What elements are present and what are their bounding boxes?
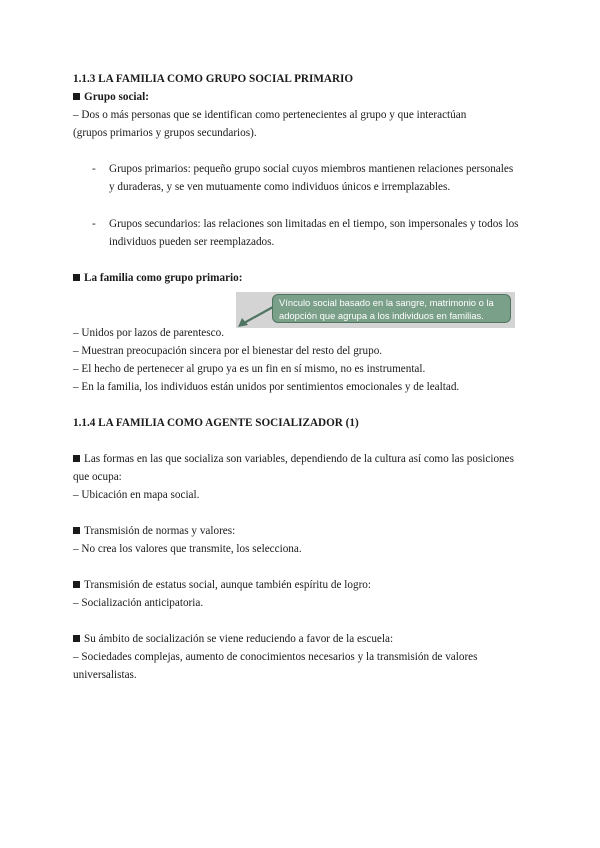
grupo-social-title — [73, 89, 149, 106]
block1-line-3: – Ubicación en mapa social. — [73, 489, 200, 501]
block3-line-1-text: Transmisión de estatus social, aunque también espíritu de logro: — [84, 579, 371, 591]
callout-bubble — [272, 294, 511, 323]
section-heading-1-1-3: 1.1.3 LA FAMILIA COMO GRUPO SOCIAL PRIMARIO — [73, 73, 354, 85]
familia-point-3: – El hecho de pertenecer al grupo ya es un fin en sí mismo, no es instrumental. — [73, 363, 426, 375]
square-bullet-icon — [73, 581, 80, 588]
callout-line-1: Vínculo social basado en la sangre, matrimonio o la — [279, 297, 494, 308]
definition-line-2: (grupos primarios y grupos secundarios). — [73, 127, 257, 139]
callout-arrow-icon — [236, 304, 276, 330]
square-bullet-icon — [73, 527, 80, 534]
block3-line-1 — [73, 577, 371, 594]
section-heading-1-1-4: 1.1.4 LA FAMILIA COMO AGENTE SOCIALIZADOR (1) — [73, 417, 359, 429]
grupos-secundarios-line-1: Grupos secundarios: las relaciones son limitadas en el tiempo, son impersonales y todos los — [109, 218, 519, 230]
block4-line-3: universalistas. — [73, 669, 137, 681]
definition-line-1: – Dos o más personas que se identifican como pertenecientes al grupo y que interactúan — [73, 109, 467, 121]
dash-bullet-icon: - — [92, 218, 96, 230]
familia-point-4: – En la familia, los individuos están unidos por sentimientos emocionales y de lealtad. — [73, 381, 460, 393]
grupos-primarios-line-1: Grupos primarios: pequeño grupo social cuyos miembros mantienen relaciones personales — [109, 163, 514, 175]
square-bullet-icon — [73, 635, 80, 642]
familia-grupo-primario-title-text: La familia como grupo primario: — [84, 272, 243, 284]
square-bullet-icon — [73, 455, 80, 462]
familia-grupo-primario-title — [73, 270, 242, 287]
block1-line-1-text: Las formas en las que socializa son variables, dependiendo de la cultura así como las posiciones — [84, 453, 514, 465]
block1-line-2: que ocupa: — [73, 471, 122, 483]
callout-line-2: adopción que agrupa a los individuos en familias. — [279, 310, 484, 321]
block2-line-2: – No crea los valores que transmite, los selecciona. — [73, 543, 302, 555]
grupos-primarios-line-2: y duraderas, y se ven mutuamente como individuos únicos e irremplazables. — [109, 181, 451, 193]
block3-line-2: – Socialización anticipatoria. — [73, 597, 204, 609]
block2-line-1 — [73, 523, 235, 540]
square-bullet-icon — [73, 93, 80, 100]
grupo-social-title-text: Grupo social: — [84, 91, 149, 103]
block4-line-1 — [73, 631, 393, 648]
block2-line-1-text: Transmisión de normas y valores: — [84, 525, 236, 537]
block4-line-2: – Sociedades complejas, aumento de conocimientos necesarios y la transmisión de valores — [73, 651, 478, 663]
familia-point-2: – Muestran preocupación sincera por el bienestar del resto del grupo. — [73, 345, 383, 357]
grupos-secundarios-line-2: individuos pueden ser reemplazados. — [109, 236, 275, 248]
square-bullet-icon — [73, 274, 80, 281]
block4-line-1-text: Su ámbito de socialización se viene reduciendo a favor de la escuela: — [84, 633, 394, 645]
block1-line-1 — [73, 451, 514, 468]
dash-bullet-icon: - — [92, 163, 96, 175]
familia-point-1: – Unidos por lazos de parentesco. — [73, 327, 224, 339]
